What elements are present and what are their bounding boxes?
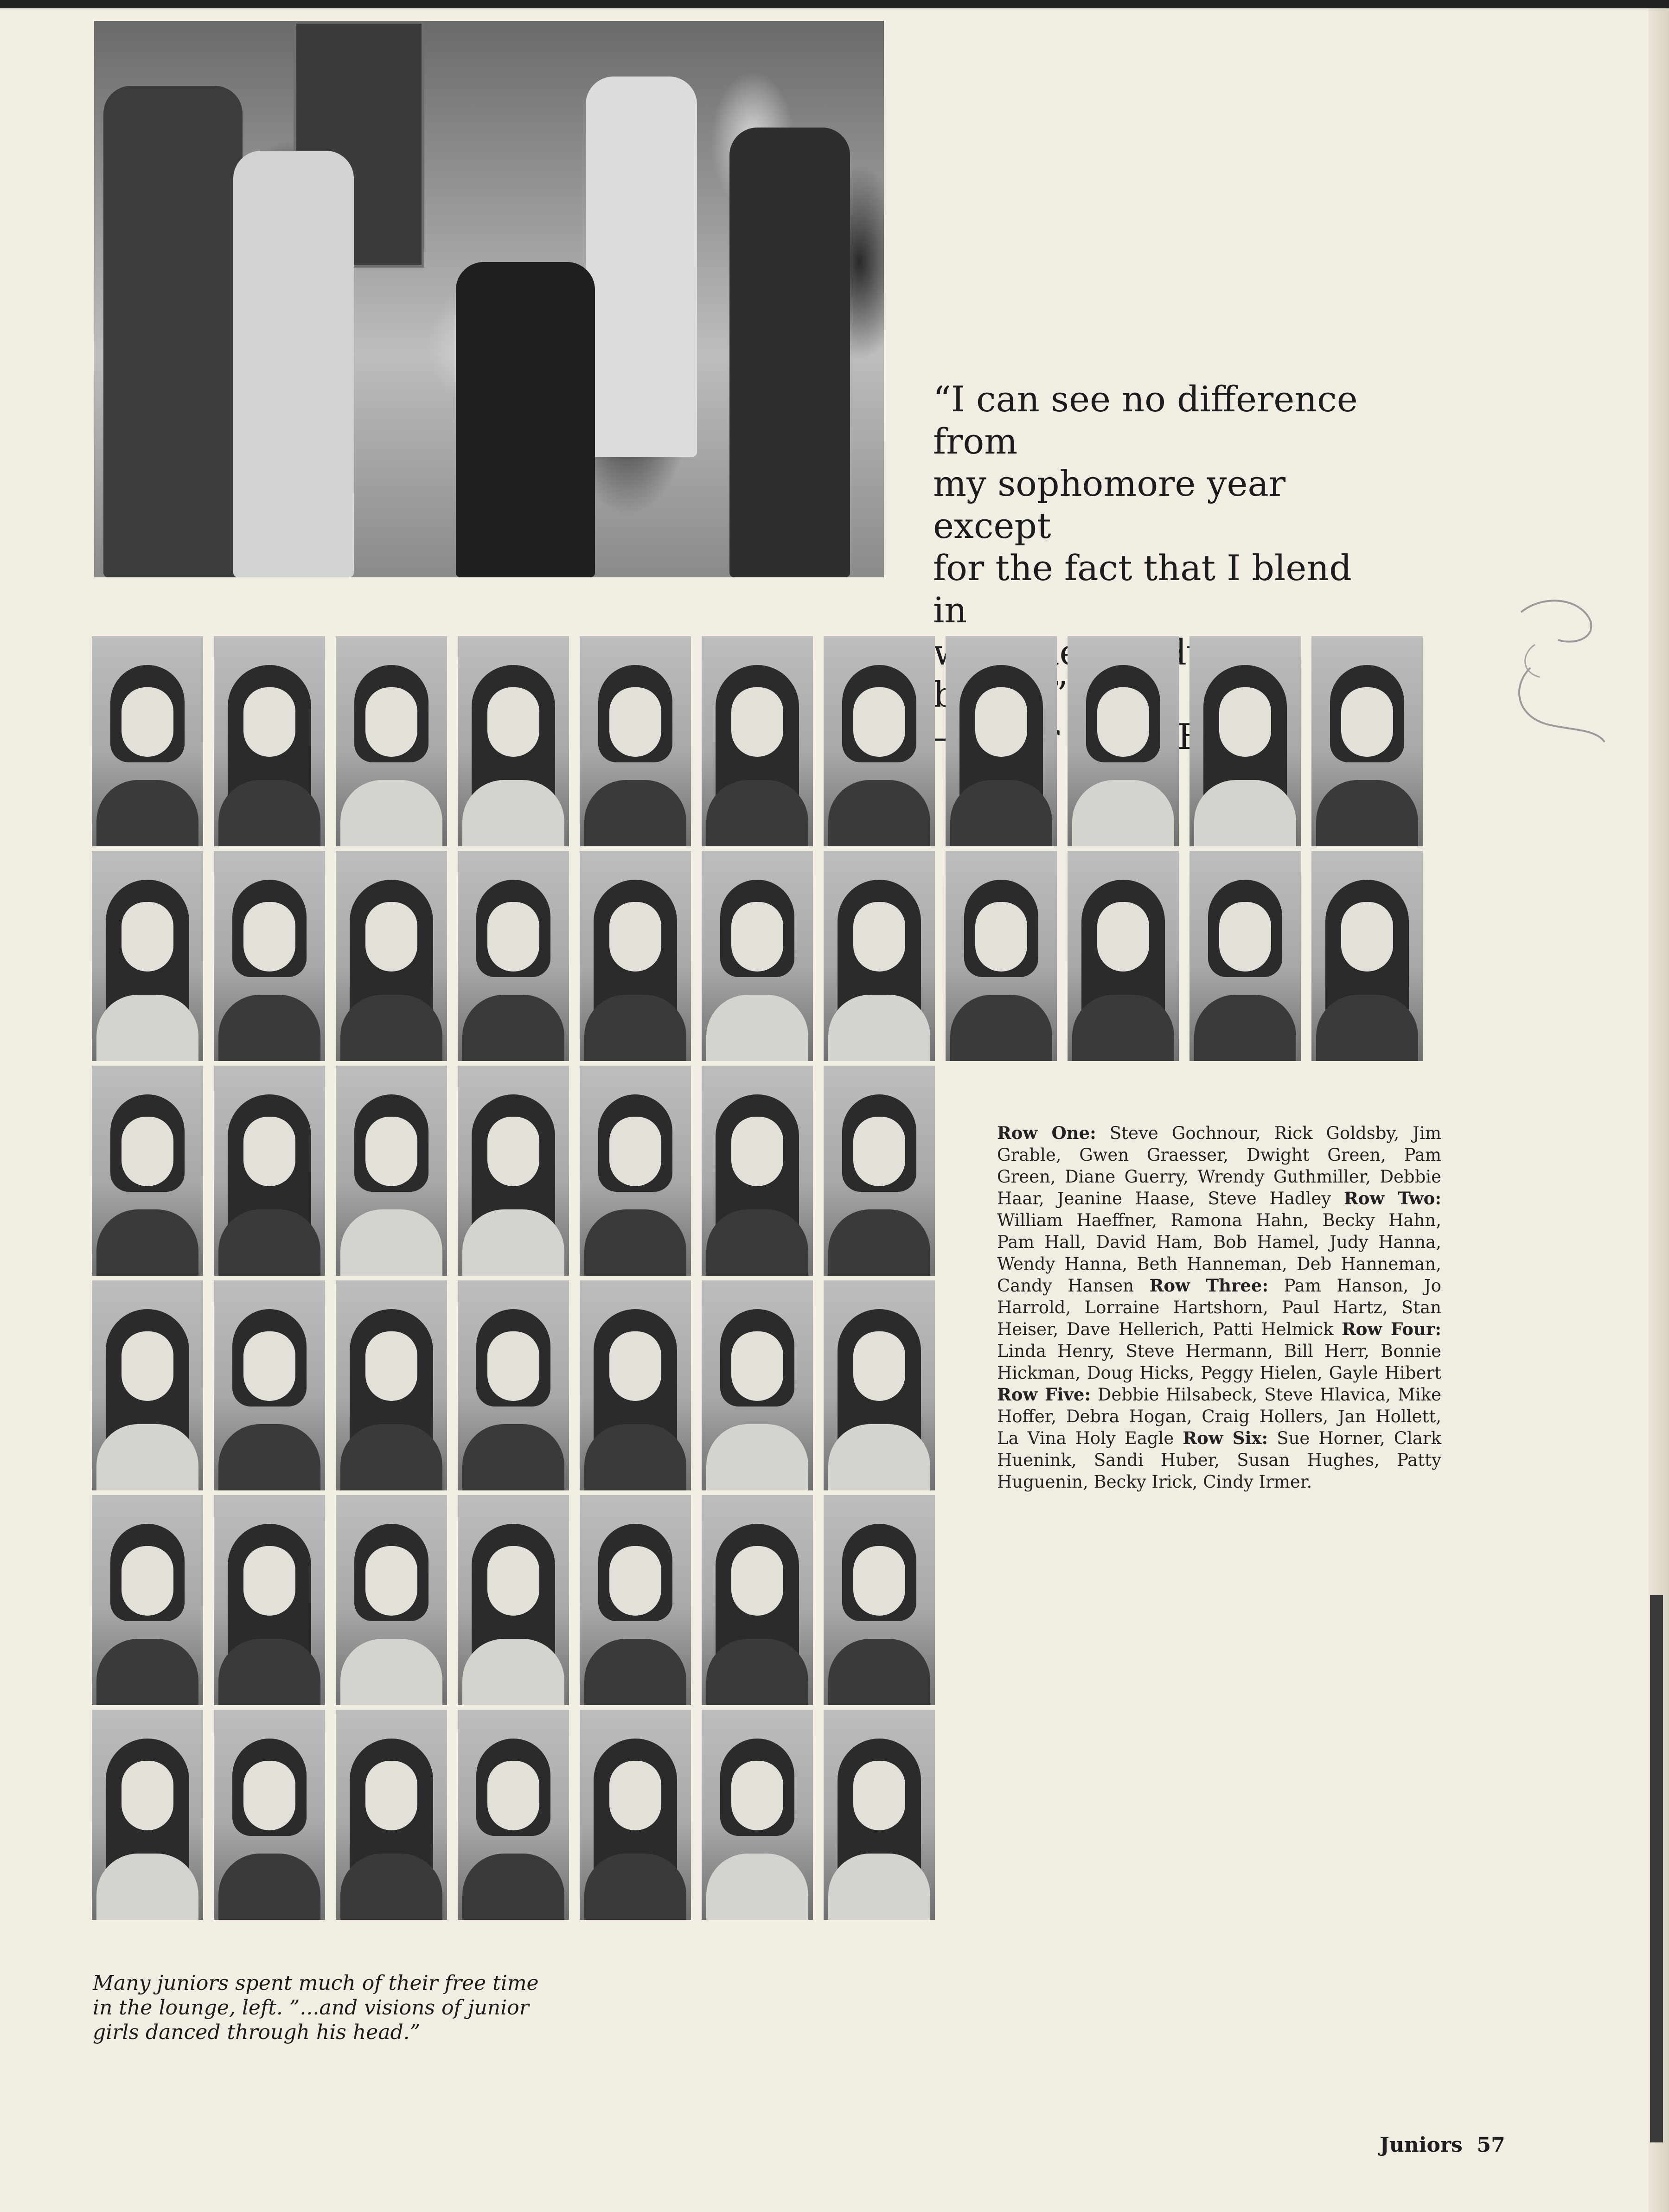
student-portrait <box>336 851 447 1061</box>
student-portrait <box>336 1495 447 1705</box>
portrait-body <box>218 1209 320 1276</box>
portrait-face <box>121 1761 173 1830</box>
portrait-body <box>96 1209 198 1276</box>
student-portrait <box>336 1710 447 1920</box>
student-portrait <box>458 636 569 846</box>
student-portrait <box>214 636 325 846</box>
student-portrait <box>92 851 203 1061</box>
portrait-face <box>853 687 905 757</box>
row-names: William Haeffner, Ramona Hahn, Becky Hahn, Pam Hall, David Ham, Bob Hamel, Judy Hanna, Wendy Hanna, Beth Hanneman, Deb Hanneman, Candy Hansen <box>997 1210 1441 1296</box>
portrait-face <box>1341 902 1393 972</box>
portrait-body <box>584 995 686 1061</box>
student-portrait <box>92 1280 203 1490</box>
portrait-face <box>243 1331 295 1401</box>
portrait-body <box>706 780 808 846</box>
portrait-face <box>121 1117 173 1186</box>
row-label: Row Two: <box>1344 1188 1442 1208</box>
portrait-face <box>1097 687 1149 757</box>
row-names: Linda Henry, Steve Hermann, Bill Herr, Bonnie Hickman, Doug Hicks, Peggy Hielen, Gayle Hibert <box>997 1341 1441 1383</box>
student-portrait <box>1068 636 1179 846</box>
quote-line: woodwork <box>1091 632 1277 673</box>
portrait-face <box>1341 687 1393 757</box>
quote-line: “I can see no difference from <box>933 378 1358 462</box>
student-portrait <box>580 1066 691 1276</box>
portrait-body <box>584 1639 686 1705</box>
portrait-body <box>950 995 1052 1061</box>
portrait-face <box>487 1117 539 1186</box>
row-label: Row One: <box>997 1123 1096 1143</box>
portrait-body <box>462 995 564 1061</box>
student-portrait <box>580 1280 691 1490</box>
caption-line: Many juniors spent much of their free time <box>93 1971 539 1995</box>
lounge-candid-photo <box>94 21 884 577</box>
portrait-body <box>706 1854 808 1920</box>
portrait-face <box>609 1117 661 1186</box>
student-portrait <box>458 1066 569 1276</box>
row-label: Row Six: <box>1183 1428 1268 1448</box>
portrait-face <box>1219 687 1271 757</box>
portrait-face <box>121 902 173 972</box>
student-portrait <box>824 636 935 846</box>
portrait-body <box>828 1424 930 1490</box>
row-label: Row Four: <box>1342 1319 1441 1339</box>
portrait-body <box>462 1209 564 1276</box>
student-portrait <box>702 1066 813 1276</box>
student-portrait <box>1189 636 1301 846</box>
portrait-face <box>243 1761 295 1830</box>
caption-line: girls danced through his head.” <box>93 2020 421 2044</box>
portrait-face <box>609 902 661 972</box>
portrait-body <box>950 780 1052 846</box>
portrait-face <box>121 1546 173 1616</box>
student-portrait <box>702 1710 813 1920</box>
portrait-body <box>462 1424 564 1490</box>
portrait-body <box>340 780 442 846</box>
student-portrait <box>702 636 813 846</box>
student-portrait <box>214 1495 325 1705</box>
student-portrait <box>214 1710 325 1920</box>
portrait-face <box>243 687 295 757</box>
portrait-face <box>487 902 539 972</box>
portrait-body <box>218 1424 320 1490</box>
caption-line: in the lounge, left. ”...and visions of junior <box>93 1996 529 2020</box>
student-portrait <box>458 1495 569 1705</box>
portrait-face <box>609 1546 661 1616</box>
student-portrait <box>336 1066 447 1276</box>
portrait-body <box>96 1424 198 1490</box>
portrait-body <box>1194 780 1296 846</box>
portrait-body <box>584 1854 686 1920</box>
portrait-face <box>609 1761 661 1830</box>
portrait-body <box>340 1209 442 1276</box>
student-portrait <box>580 1495 691 1705</box>
student-portrait <box>824 1710 935 1920</box>
portrait-face <box>243 1546 295 1616</box>
student-portrait <box>824 1066 935 1276</box>
portrait-body <box>828 1639 930 1705</box>
portrait-face <box>731 1331 783 1401</box>
photo-figure <box>729 128 850 577</box>
student-portrait <box>1068 851 1179 1061</box>
portrait-face <box>853 1546 905 1616</box>
portrait-body <box>218 995 320 1061</box>
portrait-body <box>706 1209 808 1276</box>
student-portrait <box>458 1280 569 1490</box>
portrait-body <box>340 1424 442 1490</box>
student-portrait <box>702 1495 813 1705</box>
row-label: Row Five: <box>997 1384 1091 1405</box>
portrait-body <box>96 1639 198 1705</box>
portrait-face <box>121 1331 173 1401</box>
portrait-face <box>853 902 905 972</box>
portrait-body <box>706 1424 808 1490</box>
portrait-body <box>96 995 198 1061</box>
portrait-body <box>1072 995 1174 1061</box>
portrait-face <box>853 1117 905 1186</box>
portrait-face <box>975 687 1027 757</box>
row-label: Row Three: <box>1149 1275 1269 1296</box>
portrait-body <box>584 1424 686 1490</box>
portrait-face <box>243 902 295 972</box>
portrait-face <box>609 1331 661 1401</box>
student-portrait <box>702 851 813 1061</box>
student-portrait <box>1311 851 1423 1061</box>
page-folio <box>1380 2133 1519 2157</box>
portrait-body <box>462 1854 564 1920</box>
portrait-face <box>1097 902 1149 972</box>
portrait-face <box>365 1331 417 1401</box>
portrait-body <box>584 780 686 846</box>
student-portrait <box>824 851 935 1061</box>
portrait-face <box>1219 902 1271 972</box>
portrait-body <box>1194 995 1296 1061</box>
student-portrait <box>92 1066 203 1276</box>
portrait-face <box>365 687 417 757</box>
student-portrait <box>580 851 691 1061</box>
portrait-face <box>365 902 417 972</box>
student-portrait <box>946 851 1057 1061</box>
student-portrait <box>1189 851 1301 1061</box>
quote-line: my sophomore year except <box>933 463 1286 546</box>
names-caption <box>997 1122 1441 1493</box>
student-portrait <box>336 636 447 846</box>
portrait-face <box>609 687 661 757</box>
portrait-face <box>487 1546 539 1616</box>
row-names: Sue Horner, Clark Huenink, Sandi Huber, Susan Hughes, Patty Huguenin, Becky Irick, Cindy Irmer. <box>997 1428 1442 1492</box>
portrait-face <box>121 687 173 757</box>
row-names: Debbie Hilsabeck, Steve Hlavica, Mike Hoffer, Debra Hogan, Craig Hollers, Jan Hollett, La Vina Holy Eagle <box>997 1385 1442 1448</box>
photo-caption <box>93 1971 556 2045</box>
portrait-face <box>487 1331 539 1401</box>
photo-figure <box>103 86 243 577</box>
portrait-face <box>487 1761 539 1830</box>
portrait-body <box>828 995 930 1061</box>
student-portrait <box>946 636 1057 846</box>
portrait-body <box>218 1639 320 1705</box>
student-portrait <box>580 636 691 846</box>
student-portrait <box>824 1280 935 1490</box>
photo-figure <box>586 77 697 457</box>
top-border <box>0 0 1669 8</box>
student-portrait <box>214 851 325 1061</box>
student-portrait <box>702 1280 813 1490</box>
portrait-body <box>340 1639 442 1705</box>
portrait-body <box>96 780 198 846</box>
portrait-body <box>1316 780 1418 846</box>
page-edge-shadow <box>1650 1595 1663 2142</box>
student-portrait <box>92 1710 203 1920</box>
portrait-face <box>853 1761 905 1830</box>
student-portrait <box>92 636 203 846</box>
student-portrait <box>458 1710 569 1920</box>
portrait-body <box>96 1854 198 1920</box>
portrait-face <box>853 1331 905 1401</box>
portrait-face <box>975 902 1027 972</box>
portrait-face <box>365 1117 417 1186</box>
student-portrait <box>214 1280 325 1490</box>
portrait-body <box>828 1209 930 1276</box>
portrait-face <box>731 902 783 972</box>
student-portrait <box>824 1495 935 1705</box>
page-number: 57 <box>1477 2133 1505 2157</box>
portrait-body <box>218 780 320 846</box>
photo-figure <box>456 262 595 577</box>
portrait-body <box>462 780 564 846</box>
row-names: Pam Hanson, Jo Harrold, Lorraine Hartshorn, Paul Hartz, Stan Heiser, Dave Hellerich, Patti Helmick <box>997 1276 1442 1339</box>
portrait-face <box>731 1117 783 1186</box>
portrait-body <box>828 780 930 846</box>
portrait-body <box>1316 995 1418 1061</box>
portrait-body <box>340 1854 442 1920</box>
student-portrait <box>92 1495 203 1705</box>
folio-section: Juniors <box>1380 2133 1463 2157</box>
student-portrait <box>336 1280 447 1490</box>
portrait-body <box>462 1639 564 1705</box>
portrait-body <box>706 1639 808 1705</box>
margin-doodle <box>1503 594 1609 747</box>
portrait-face <box>731 687 783 757</box>
portrait-face <box>365 1761 417 1830</box>
quote-line: for the fact that I blend in <box>933 547 1352 631</box>
portrait-body <box>706 995 808 1061</box>
student-portrait <box>580 1710 691 1920</box>
photo-figure <box>233 151 354 577</box>
portrait-face <box>365 1546 417 1616</box>
student-portrait <box>458 851 569 1061</box>
portrait-body <box>340 995 442 1061</box>
portrait-body <box>828 1854 930 1920</box>
student-portrait <box>214 1066 325 1276</box>
portrait-body <box>218 1854 320 1920</box>
portrait-body <box>1072 780 1174 846</box>
portrait-face <box>243 1117 295 1186</box>
student-portrait <box>1311 636 1423 846</box>
portrait-face <box>731 1761 783 1830</box>
portrait-body <box>584 1209 686 1276</box>
portrait-face <box>487 687 539 757</box>
row-names: Steve Gochnour, Rick Goldsby, Jim Grable, Gwen Graesser, Dwight Green, Pam Green, Diane Guerry, Wrendy Guthmiller, Debbie Haar, Jeanine Haase, Steve Hadley <box>997 1123 1441 1208</box>
portrait-face <box>731 1546 783 1616</box>
